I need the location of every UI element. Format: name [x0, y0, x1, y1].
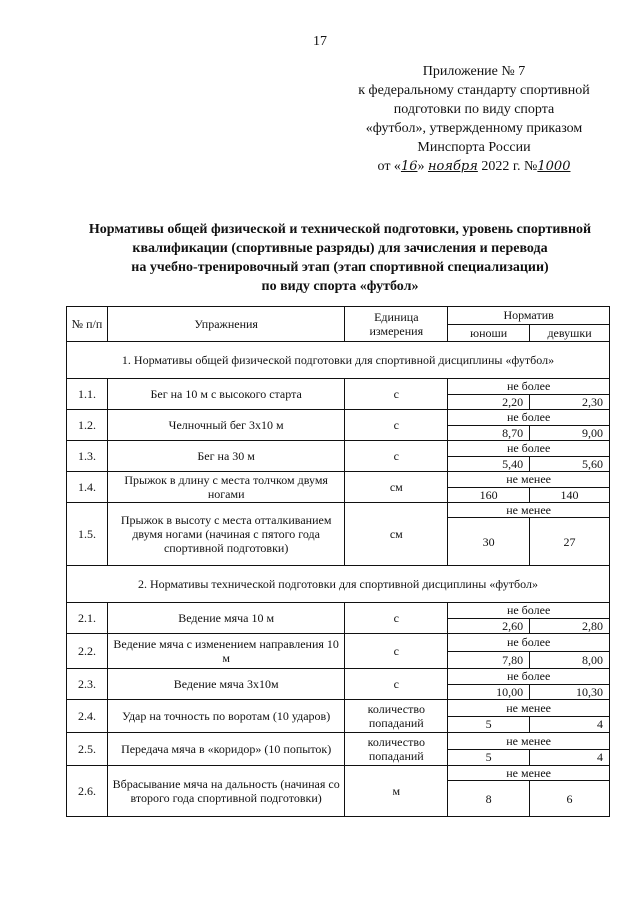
- row-girls: 8,00: [530, 651, 610, 669]
- appendix-date: [344, 157, 604, 176]
- row-boys: 8: [448, 781, 530, 817]
- norms-table: [66, 306, 610, 817]
- row-boys: 2,60: [448, 618, 530, 634]
- row-exercise: Бег на 30 м: [107, 441, 344, 472]
- appendix-block: [344, 62, 604, 176]
- table-row: [67, 634, 610, 652]
- row-girls: 2,80: [530, 618, 610, 634]
- row-limit: не более: [448, 634, 610, 652]
- row-girls: 10,30: [530, 684, 610, 700]
- row-num: 2.5.: [67, 733, 108, 766]
- row-boys: 160: [448, 487, 530, 503]
- title-line: Нормативы общей физической и технической подготовки, уровень спортивной: [88, 222, 592, 237]
- row-exercise: Ведение мяча 3х10м: [107, 669, 344, 700]
- row-boys: 7,80: [448, 651, 530, 669]
- row-girls: 4: [530, 716, 610, 733]
- row-unit: с: [345, 603, 448, 634]
- table-row: [67, 441, 610, 457]
- row-limit: не менее: [448, 700, 610, 717]
- row-exercise: Удар на точность по воротам (10 ударов): [107, 700, 344, 733]
- row-exercise: Бег на 10 м с высокого старта: [107, 379, 344, 410]
- row-boys: 8,70: [448, 425, 530, 441]
- row-limit: не менее: [448, 503, 610, 518]
- row-unit: см: [345, 503, 448, 566]
- date-day: 16: [400, 159, 418, 174]
- table-row: [67, 669, 610, 685]
- row-unit: с: [345, 441, 448, 472]
- title-line: квалификации (спортивные разряды) для зачисления и перевода: [132, 241, 548, 256]
- appendix-line: к федеральному стандарту спортивной: [358, 83, 590, 98]
- row-unit: см: [345, 472, 448, 503]
- date-year: 2022 г. №: [481, 159, 538, 174]
- row-exercise: Передача мяча в «коридор» (10 попыток): [107, 733, 344, 766]
- row-num: 2.2.: [67, 634, 108, 669]
- row-limit: не более: [448, 603, 610, 619]
- row-boys: 2,20: [448, 394, 530, 410]
- row-limit: не более: [448, 379, 610, 395]
- row-limit: не более: [448, 669, 610, 685]
- appendix-line: подготовки по виду спорта: [393, 102, 555, 117]
- date-number: 1000: [537, 159, 571, 174]
- row-unit: с: [345, 669, 448, 700]
- row-girls: 140: [530, 487, 610, 503]
- row-num: 2.3.: [67, 669, 108, 700]
- row-girls: 2,30: [530, 394, 610, 410]
- header-norm: Норматив: [448, 307, 610, 325]
- date-sep: »: [417, 159, 425, 174]
- table-row: [67, 766, 610, 781]
- table-row: [67, 700, 610, 717]
- header-boys: юноши: [448, 324, 530, 342]
- row-girls: 27: [530, 518, 610, 566]
- table-row: [67, 503, 610, 518]
- row-num: 2.1.: [67, 603, 108, 634]
- appendix-line: Минспорта России: [417, 140, 531, 155]
- date-month: ноября: [427, 159, 478, 174]
- table-row: [67, 733, 610, 750]
- row-exercise: Ведение мяча с изменением направления 10 м: [107, 634, 344, 669]
- section-title: 1. Нормативы общей физической подготовки для спортивной дисциплины «футбол»: [67, 342, 610, 379]
- row-unit: количество попаданий: [345, 733, 448, 766]
- row-exercise: Челночный бег 3х10 м: [107, 410, 344, 441]
- row-unit: м: [345, 766, 448, 817]
- appendix-line: Приложение № 7: [422, 64, 526, 79]
- row-limit: не менее: [448, 733, 610, 750]
- row-num: 2.4.: [67, 700, 108, 733]
- row-girls: 9,00: [530, 425, 610, 441]
- row-unit: количество попаданий: [345, 700, 448, 733]
- row-boys: 5,40: [448, 456, 530, 472]
- row-boys: 10,00: [448, 684, 530, 700]
- row-num: 1.3.: [67, 441, 108, 472]
- row-exercise: Вбрасывание мяча на дальность (начиная со второго года спортивной подготовки): [107, 766, 344, 817]
- row-boys: 5: [448, 716, 530, 733]
- document-title: [40, 220, 640, 296]
- row-girls: 4: [530, 749, 610, 766]
- row-num: 1.5.: [67, 503, 108, 566]
- row-exercise: Прыжок в длину с места толчком двумя ногами: [107, 472, 344, 503]
- row-limit: не менее: [448, 472, 610, 488]
- table-row: [67, 410, 610, 426]
- page-number: 17: [313, 34, 327, 49]
- table-row: [67, 379, 610, 395]
- table-row: [67, 603, 610, 619]
- row-exercise: Ведение мяча 10 м: [107, 603, 344, 634]
- row-num: 1.4.: [67, 472, 108, 503]
- table-row: [67, 472, 610, 488]
- section-title: 2. Нормативы технической подготовки для спортивной дисциплины «футбол»: [67, 566, 610, 603]
- row-girls: 5,60: [530, 456, 610, 472]
- row-exercise: Прыжок в высоту с места отталкиванием двумя ногами (начиная с пятого года спортивной подготовки): [107, 503, 344, 566]
- row-girls: 6: [530, 781, 610, 817]
- date-prefix: от «: [377, 159, 401, 174]
- row-limit: не менее: [448, 766, 610, 781]
- header-exercise: Упражнения: [107, 307, 344, 342]
- row-limit: не более: [448, 410, 610, 426]
- row-boys: 5: [448, 749, 530, 766]
- row-num: 1.2.: [67, 410, 108, 441]
- header-num: № п/п: [67, 307, 108, 342]
- row-boys: 30: [448, 518, 530, 566]
- row-limit: не более: [448, 441, 610, 457]
- row-unit: с: [345, 410, 448, 441]
- header-unit: Единица измерения: [345, 307, 448, 342]
- row-unit: с: [345, 379, 448, 410]
- appendix-line: «футбол», утвержденному приказом: [365, 121, 583, 136]
- header-girls: девушки: [530, 324, 610, 342]
- row-num: 2.6.: [67, 766, 108, 817]
- title-line: на учебно-тренировочный этап (этап спортивной специализации): [131, 260, 549, 275]
- title-line: по виду спорта «футбол»: [261, 279, 419, 294]
- row-num: 1.1.: [67, 379, 108, 410]
- row-unit: с: [345, 634, 448, 669]
